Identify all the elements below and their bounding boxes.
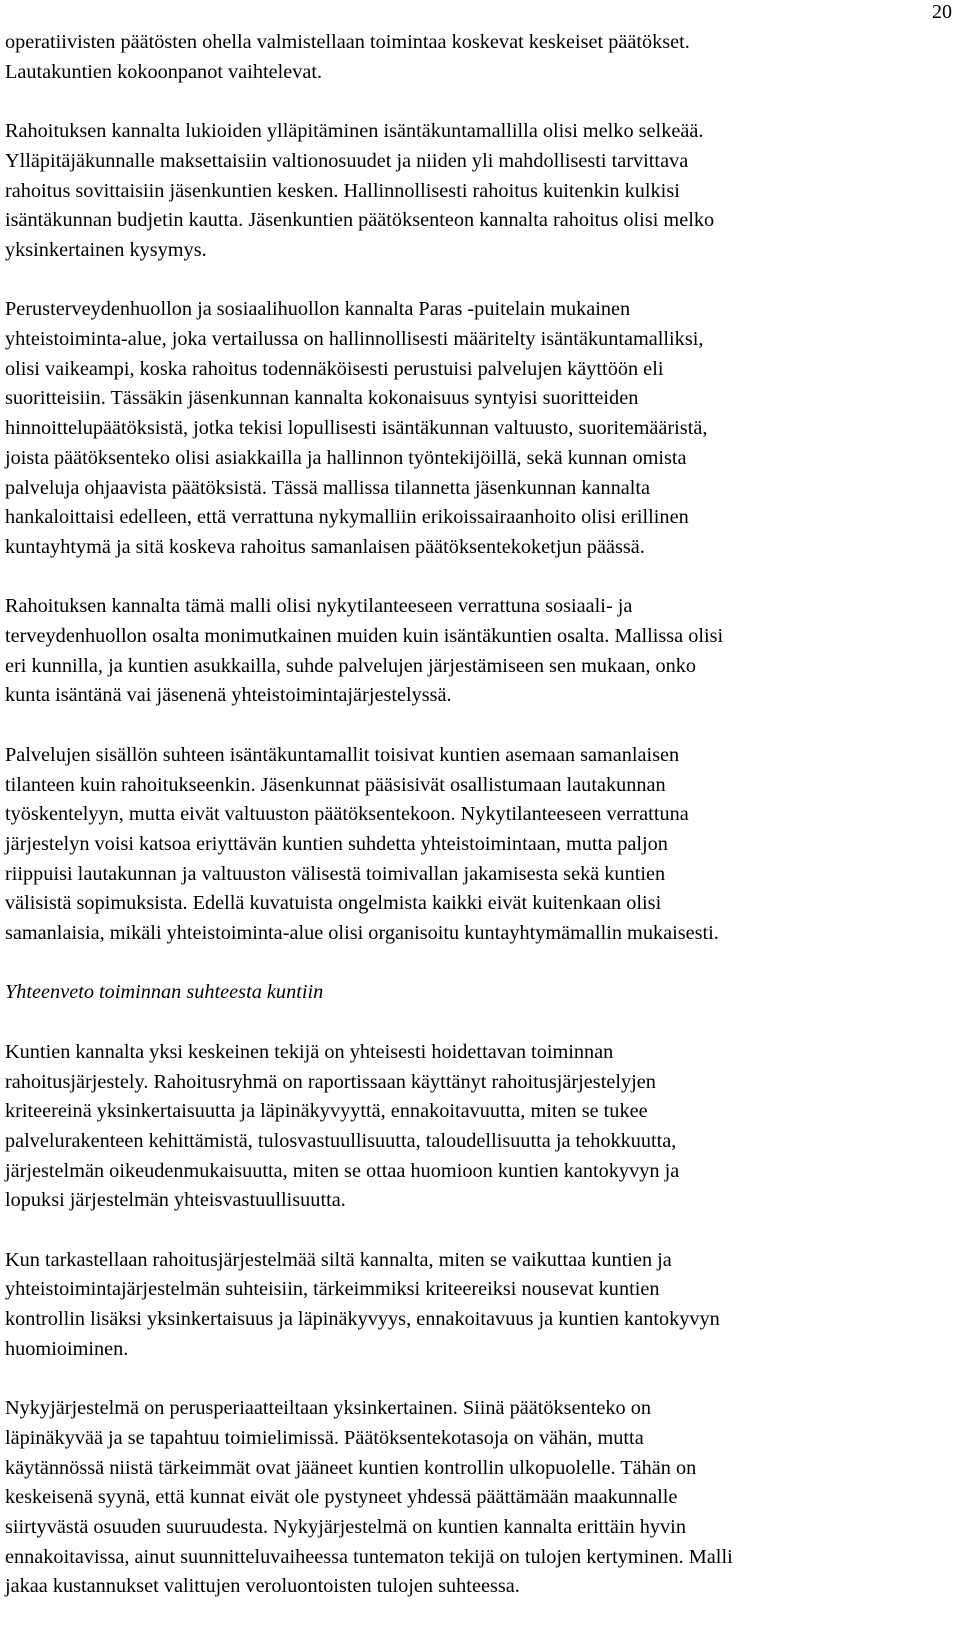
text-line: yksinkertainen kysymys. [5,238,207,261]
text-line: yhteistoiminta-alue, joka vertailussa on hallinnollisesti määritelty isäntäkuntamalliksi, [5,328,704,350]
text-line: järjestelyn voisi katsoa eriyttävän kuntien suhdetta yhteistoimintaan, mutta paljon [5,832,668,855]
paragraph [5,1246,953,1365]
paragraph [5,1394,953,1602]
text-line: hankaloittaisi edelleen, että verrattuna nykymalliin erikoissairaanhoito olisi erillinen [5,506,689,529]
section-paragraphs [5,1038,953,1602]
text-line: eri kunnilla, ja kuntien asukkailla, suhde palvelujen järjestämiseen sen mukaan, onko [5,654,697,677]
text-line: Perusterveydenhuollon ja sosiaalihuollon kannalta Paras -puitelain mukainen [5,298,631,321]
text-line: suoritteisiin. Tässäkin jäsenkunnan kannalta kokonaisuus syntyisi suoritteiden [5,387,639,410]
text-line: ennakoitavissa, ainut suunnitteluvaiheessa tuntematon tekijä on tulojen kertyminen. Malli [5,1545,733,1568]
text-line: kontrollin lisäksi yksinkertaisuus ja läpinäkyvyys, ennakoitavuus ja kuntien kantokyvyn [5,1308,720,1331]
text-line: siirtyvästä osuuden suuruudesta. Nykyjärjestelmä on kuntien kannalta erittäin hyvin [5,1516,686,1539]
text-line: terveydenhuollon osalta monimutkainen muiden kuin isäntäkuntien osalta. Mallissa olisi [5,625,724,648]
text-line: läpinäkyvää ja se tapahtuu toimielimissä. Päätöksentekotasoja on vähän, mutta [5,1426,644,1449]
paragraphs [5,28,953,949]
text-line: Kuntien kannalta yksi keskeinen tekijä on yhteisesti hoidettavan toiminnan [5,1040,614,1063]
text-line: järjestelmän oikeudenmukaisuutta, miten se ottaa huomioon kuntien kantokyvyn ja [5,1159,680,1182]
text-line: Rahoituksen kannalta tämä malli olisi nykytilanteeseen verrattuna sosiaali- ja [5,595,633,618]
text-line: kuntayhtymä ja sitä koskeva rahoitus samanlaisen päätöksentekoketjun päässä. [5,535,645,558]
text-line: Nykyjärjestelmä on perusperiaatteiltaan yksinkertainen. Siinä päätöksenteko on [5,1397,651,1420]
text-line: operatiivisten päätösten ohella valmistellaan toimintaa koskevat keskeiset päätökset. [5,31,690,53]
text-line: rahoitus sovittaisiin jäsenkuntien kesken. Hallinnollisesti rahoitus kuitenkin kulkisi [5,179,680,202]
page-number: 20 [932,1,952,23]
text-line: Lautakuntien kokoonpanot vaihtelevat. [5,60,323,83]
section-heading: Yhteenveto toiminnan suhteesta kuntiin [5,981,324,1004]
text-line: isäntäkunnan budjetin kautta. Jäsenkuntien päätöksenteon kannalta rahoitus olisi melko [5,209,715,232]
document-body [5,28,953,1632]
text-line: yhteistoimintajärjestelmän suhteisiin, tärkeimmiksi kriteereiksi nousevat kuntien [5,1278,660,1301]
text-line: samanlaisia, mikäli yhteistoiminta-alue olisi organisoitu kuntayhtymämallin mukaisesti. [5,922,719,945]
text-line: hinnoittelupäätöksistä, jotka tekisi lopullisesti isäntäkunnan valtuusto, suoritemääristä, [5,417,708,440]
paragraph [5,1038,953,1216]
text-line: olisi vaikeampi, koska rahoitus todennäköisesti perustuisi palvelujen käyttöön eli [5,357,664,380]
text-line: jakaa kustannukset valittujen veroluontoisten tulojen suhteessa. [5,1575,520,1598]
text-line: lopuksi järjestelmän yhteisvastuullisuutta. [5,1189,346,1212]
text-line: palveluja ohjaavista päätöksistä. Tässä mallissa tilannetta jäsenkunnan kannalta [5,476,651,499]
text-line: työskentelyyn, mutta eivät valtuuston päätöksentekoon. Nykytilanteeseen verrattuna [5,803,689,826]
paragraph [5,741,953,949]
text-line: huomioiminen. [5,1337,129,1360]
text-line: Rahoituksen kannalta lukioiden ylläpitäminen isäntäkuntamallilla olisi melko selkeää. [5,120,704,143]
paragraph [5,28,953,87]
text-line: keskeisenä syynä, että kunnat eivät ole pystyneet yhdessä päättämään maakunnalle [5,1486,678,1509]
text-line: välisistä sopimuksista. Edellä kuvatuista ongelmista kaikki eivät kuitenkaan olisi [5,892,662,915]
text-line: kriteereinä yksinkertaisuutta ja läpinäkyvyyttä, ennakoitavuutta, miten se tukee [5,1100,648,1123]
text-line: Kun tarkastellaan rahoitusjärjestelmää siltä kannalta, miten se vaikuttaa kuntien ja [5,1248,672,1271]
paragraph [5,295,953,562]
text-line: Palvelujen sisällön suhteen isäntäkuntamallit toisivat kuntien asemaan samanlaisen [5,743,680,766]
text-line: palvelurakenteen kehittämistä, tulosvastuullisuutta, taloudellisuutta ja tehokkuutta, [5,1129,677,1152]
text-line: tilanteen kuin rahoitukseenkin. Jäsenkunnat pääsisivät osallistumaan lautakunnan [5,773,666,796]
text-line: Ylläpitäjäkunnalle maksettaisiin valtionosuudet ja niiden yli mahdollisesti tarvittava [5,149,689,172]
paragraph [5,117,953,266]
text-line: kunta isäntänä vai jäsenenä yhteistoimintajärjestelyssä. [5,684,452,707]
paragraph [5,592,953,711]
text-line: riippuisi lautakunnan ja valtuuston välisestä toimivallan jakamisesta sekä kuntien [5,862,666,885]
text-line: rahoitusjärjestely. Rahoitusryhmä on raportissaan käyttänyt rahoitusjärjestelyjen [5,1070,656,1093]
text-line: joista päätöksenteko olisi asiakkailla ja hallinnon työntekijöillä, sekä kunnan omista [5,446,687,469]
text-line: käytännössä niistä tärkeimmät ovat jääneet kuntien kontrollin ulkopuolelle. Tähän on [5,1456,697,1479]
